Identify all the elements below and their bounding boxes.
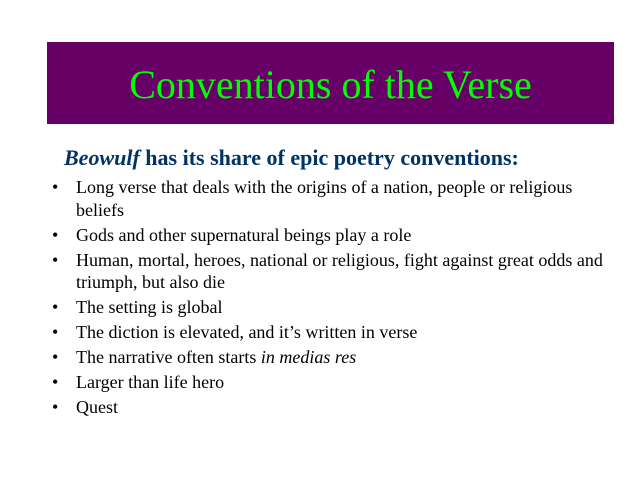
- bullet-text: Gods and other supernatural beings play a role: [76, 224, 412, 245]
- bullet-text-plain: The narrative often starts: [76, 347, 261, 367]
- bullet-dot-icon: •: [52, 322, 59, 342]
- bullet-text-italic: in medias res: [260, 347, 357, 367]
- slide-title: Conventions of the Verse: [129, 62, 532, 107]
- bullet-text: [76, 346, 612, 369]
- bullet-text: The setting is global: [76, 297, 223, 317]
- bullet-item-setting: [52, 296, 612, 319]
- bullet-dot-icon: •: [52, 177, 59, 197]
- bullet-dot-icon: •: [52, 347, 59, 367]
- bullet-text: The diction is elevated, and it’s written in verse: [76, 322, 418, 342]
- bullet-dot-icon: •: [52, 297, 59, 317]
- bullet-item-diction: [52, 321, 612, 344]
- bullet-dot-icon: •: [52, 397, 59, 417]
- title-bar: [47, 42, 614, 124]
- bullet-text: Larger than life hero: [76, 372, 225, 392]
- bullet-dot-icon: •: [52, 224, 59, 245]
- subtitle-book-title: Beowulf: [64, 145, 140, 170]
- bullet-item-gods: [52, 224, 612, 247]
- bullet-dot-icon: •: [52, 249, 59, 270]
- bullet-item-hero: [52, 371, 612, 394]
- bullet-dot-icon: •: [52, 372, 59, 392]
- bullet-text: Quest: [76, 397, 118, 417]
- bullet-text: Human, mortal, heroes, national or religious, fight against great odds and triumph, but also die: [76, 249, 603, 292]
- bullet-item-quest: [52, 396, 612, 419]
- bullet-text: Long verse that deals with the origins of a nation, people or religious beliefs: [76, 177, 573, 220]
- slide-subtitle: [64, 145, 519, 171]
- bullet-item-narrative: [52, 346, 612, 369]
- bullet-item-origins: [52, 176, 612, 221]
- bullet-item-heroes: [52, 249, 612, 294]
- bullet-list: [52, 176, 612, 421]
- subtitle-text: has its share of epic poetry conventions:: [139, 145, 519, 170]
